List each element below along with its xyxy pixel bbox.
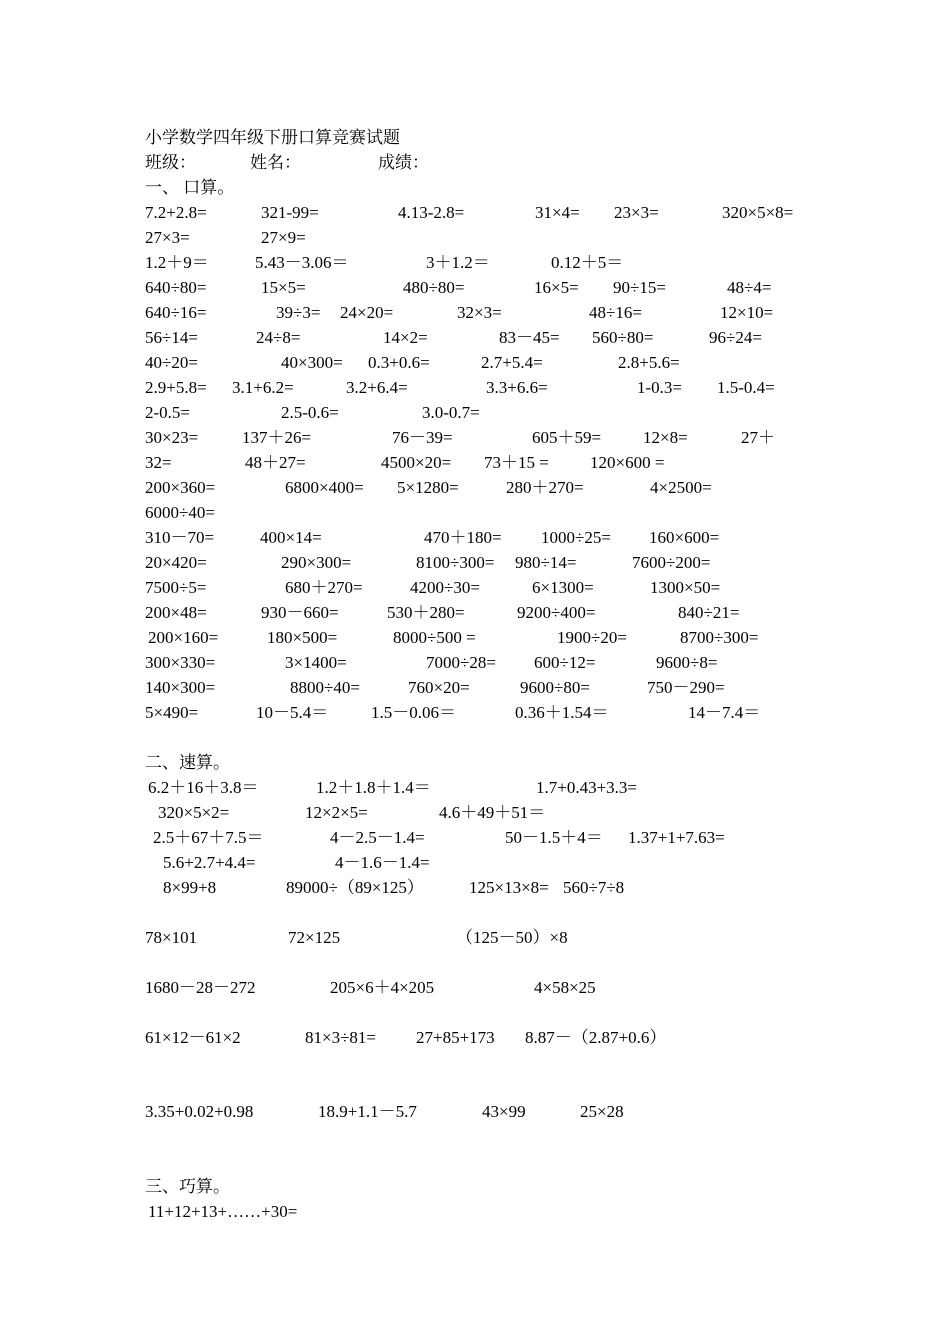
math-problem: 48÷4= xyxy=(727,278,772,297)
math-problem: 9200÷400= xyxy=(517,603,596,622)
math-problem: 48＋27= xyxy=(245,453,306,472)
math-problem: 4×2500= xyxy=(650,478,712,497)
name-label: 姓名： xyxy=(250,153,301,172)
math-problem: 3.2+6.4= xyxy=(346,378,408,397)
math-problem: 280＋270= xyxy=(506,478,584,497)
math-problem: 3.0-0.7= xyxy=(422,403,480,422)
math-problem: 8000÷500 = xyxy=(393,628,476,647)
math-problem: 12×8= xyxy=(643,428,688,447)
math-problem: 6000÷40= xyxy=(145,503,215,522)
math-problem: 470＋180= xyxy=(424,528,502,547)
math-problem: 4500×20= xyxy=(381,453,452,472)
math-problem: 40×300= xyxy=(281,353,343,372)
math-problem: 39÷3= xyxy=(276,303,321,322)
math-problem: 0.12＋5＝ xyxy=(551,253,624,272)
math-problem: 1-0.3= xyxy=(637,378,682,397)
math-problem: 760×20= xyxy=(408,678,470,697)
math-problem: 3＋1.2＝ xyxy=(426,253,490,272)
math-problem: 20×420= xyxy=(145,553,207,572)
worksheet-title: 小学数学四年级下册口算竞赛试题 xyxy=(145,128,400,147)
math-problem: 140×300= xyxy=(145,678,216,697)
math-problem: 7000÷28= xyxy=(426,653,496,672)
math-problem: 1.5-0.4= xyxy=(717,378,775,397)
math-problem: 320×5×2= xyxy=(158,803,230,822)
math-problem: 310－70= xyxy=(145,528,215,547)
math-problem: 48÷16= xyxy=(589,303,642,322)
math-problem: 90÷15= xyxy=(613,278,666,297)
math-problem: 1680－28－272 xyxy=(145,978,256,997)
math-problem: 2-0.5= xyxy=(145,403,190,422)
math-problem: 321-99= xyxy=(261,203,319,222)
math-problem: 530＋280= xyxy=(387,603,465,622)
math-problem: 27+85+173 xyxy=(416,1028,495,1047)
math-problem: 640÷16= xyxy=(145,303,207,322)
math-problem: 8700÷300= xyxy=(680,628,759,647)
math-problem: 605＋59= xyxy=(532,428,602,447)
math-problem: 560÷7÷8 xyxy=(563,878,625,897)
math-problem: 7500÷5= xyxy=(145,578,207,597)
math-problem: 6800×400= xyxy=(285,478,364,497)
math-problem: 1300×50= xyxy=(650,578,721,597)
math-problem: 24×20= xyxy=(340,303,394,322)
math-problem: 1900÷20= xyxy=(557,628,627,647)
math-problem: 2.8+5.6= xyxy=(618,353,680,372)
section-heading: 二、速算。 xyxy=(145,753,230,772)
math-problem: 200×160= xyxy=(148,628,219,647)
math-problem: 61×12－61×2 xyxy=(145,1028,241,1047)
math-problem: 0.36＋1.54＝ xyxy=(515,703,609,722)
math-problem: 2.5＋67＋7.5＝ xyxy=(153,828,264,847)
math-problem: 840÷21= xyxy=(678,603,740,622)
math-problem: 27×3= xyxy=(145,228,190,247)
math-problem: 27×9= xyxy=(261,228,306,247)
math-problem: 11+12+13+……+30= xyxy=(148,1202,298,1221)
math-problem: 30×23= xyxy=(145,428,199,447)
math-problem: 8800÷40= xyxy=(290,678,360,697)
math-problem: 3.35+0.02+0.98 xyxy=(145,1102,254,1121)
math-problem: 10－5.4＝ xyxy=(256,703,329,722)
math-problem: 4.6＋49＋51＝ xyxy=(439,803,546,822)
math-problem: 1.2＋1.8＋1.4＝ xyxy=(316,778,431,797)
math-problem: 8×99+8 xyxy=(163,878,217,897)
math-problem: 3.1+6.2= xyxy=(232,378,294,397)
math-problem: 78×101 xyxy=(145,928,198,947)
math-problem: 23×3= xyxy=(614,203,659,222)
math-problem: 137＋26= xyxy=(242,428,312,447)
math-problem: 1.37+1+7.63= xyxy=(628,828,725,847)
section-heading: 一、 口算。 xyxy=(145,178,235,197)
math-problem: 560÷80= xyxy=(592,328,654,347)
math-problem: 12×2×5= xyxy=(305,803,368,822)
math-problem: 200×360= xyxy=(145,478,216,497)
math-problem: 3×1400= xyxy=(285,653,347,672)
math-problem: 180×500= xyxy=(267,628,338,647)
math-problem: 4－1.6－1.4= xyxy=(335,853,430,872)
math-problem: 40÷20= xyxy=(145,353,198,372)
math-problem: 640÷80= xyxy=(145,278,207,297)
math-problem: 96÷24= xyxy=(709,328,762,347)
math-problem: 32×3= xyxy=(457,303,502,322)
math-problem: （125－50）×8 xyxy=(456,928,568,947)
math-problem: 14×2= xyxy=(383,328,428,347)
math-problem: 7.2+2.8= xyxy=(145,203,207,222)
math-problem: 290×300= xyxy=(281,553,352,572)
math-problem: 980÷14= xyxy=(515,553,577,572)
section-heading: 三、巧算。 xyxy=(145,1177,230,1196)
math-problem: 160×600= xyxy=(649,528,720,547)
math-problem: 81×3÷81= xyxy=(305,1028,377,1047)
math-problem: 50－1.5＋4＝ xyxy=(505,828,603,847)
math-problem: 8.87－（2.87+0.6） xyxy=(525,1028,667,1047)
math-problem: 0.3+0.6= xyxy=(368,353,430,372)
math-problem: 930－660= xyxy=(261,603,339,622)
math-problem: 300×330= xyxy=(145,653,216,672)
math-problem: 125×13×8= xyxy=(469,878,549,897)
math-problem: 4200÷30= xyxy=(410,578,480,597)
math-problem: 320×5×8= xyxy=(722,203,794,222)
math-problem: 12×10= xyxy=(720,303,774,322)
math-problem: 2.9+5.8= xyxy=(145,378,207,397)
math-problem: 27＋ xyxy=(741,428,775,447)
math-problem: 400×14= xyxy=(260,528,322,547)
math-problem: 120×600 = xyxy=(590,453,665,472)
math-problem: 14－7.4＝ xyxy=(688,703,761,722)
math-problem: 18.9+1.1－5.7 xyxy=(318,1102,417,1121)
math-problem: 4.13-2.8= xyxy=(398,203,465,222)
math-problem: 31×4= xyxy=(535,203,580,222)
math-problem: 2.7+5.4= xyxy=(481,353,543,372)
math-problem: 15×5= xyxy=(261,278,306,297)
math-problem: 3.3+6.6= xyxy=(486,378,548,397)
math-problem: 89000÷（89×125） xyxy=(286,878,424,897)
math-problem: 4×58×25 xyxy=(534,978,596,997)
math-problem: 16×5= xyxy=(534,278,579,297)
math-problem: 43×99 xyxy=(482,1102,526,1121)
math-problem: 24÷8= xyxy=(256,328,301,347)
math-problem: 1.2＋9＝ xyxy=(145,253,209,272)
math-problem: 56÷14= xyxy=(145,328,198,347)
math-problem: 480÷80= xyxy=(403,278,465,297)
math-problem: 205×6＋4×205 xyxy=(330,978,435,997)
math-problem: 1.7+0.43+3.3= xyxy=(536,778,638,797)
math-problem: 5.6+2.7+4.4= xyxy=(163,853,256,872)
math-problem: 73＋15 = xyxy=(484,453,549,472)
math-problem: 5.43－3.06＝ xyxy=(255,253,349,272)
math-problem: 83－45= xyxy=(499,328,560,347)
math-problem: 76－39= xyxy=(392,428,453,447)
math-problem: 6.2＋16＋3.8＝ xyxy=(148,778,259,797)
math-problem: 32= xyxy=(145,453,172,472)
class-label: 班级： xyxy=(145,153,196,172)
math-problem: 750－290= xyxy=(647,678,725,697)
math-problem: 5×1280= xyxy=(397,478,459,497)
math-problem: 9600÷80= xyxy=(520,678,590,697)
math-problem: 600÷12= xyxy=(534,653,596,672)
math-problem: 72×125 xyxy=(288,928,341,947)
math-problem: 2.5-0.6= xyxy=(281,403,339,422)
math-problem: 680＋270= xyxy=(285,578,363,597)
score-label: 成绩： xyxy=(378,153,429,172)
math-problem: 8100÷300= xyxy=(416,553,495,572)
math-problem: 1000÷25= xyxy=(541,528,611,547)
math-problem: 6×1300= xyxy=(532,578,594,597)
math-problem: 4－2.5－1.4= xyxy=(330,828,425,847)
math-problem: 25×28 xyxy=(580,1102,624,1121)
math-problem: 200×48= xyxy=(145,603,207,622)
math-problem: 9600÷8= xyxy=(656,653,718,672)
math-problem: 7600÷200= xyxy=(632,553,711,572)
math-problem: 5×490= xyxy=(145,703,199,722)
math-problem: 1.5－0.06＝ xyxy=(371,703,456,722)
